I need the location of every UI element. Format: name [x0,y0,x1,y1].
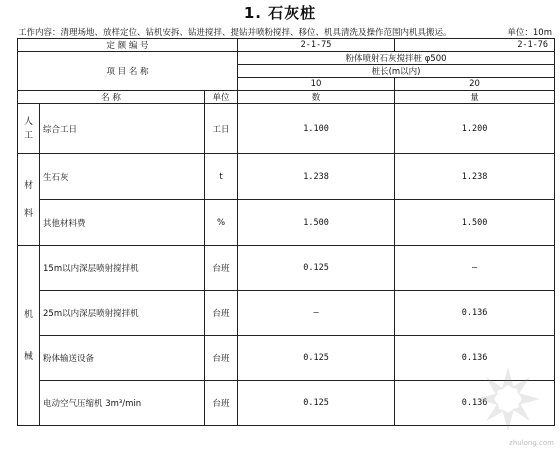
row-unit: 台班 [205,291,238,336]
row-value-1: 0.125 [238,246,395,291]
table-row [18,200,555,246]
pile-length-2: 20 [395,78,555,91]
row-value-1: 1.500 [238,200,395,246]
table-row [18,104,555,154]
page-title: 1. 石灰桩 [243,4,317,22]
category-machine-char-2: 械 [23,351,33,362]
quantity-column-header-1: 数 [238,91,395,104]
row-name: 25m以内深层喷射搅拌机 [40,291,205,336]
unit-label: 单位： [507,28,533,38]
category-material-char-2: 料 [23,208,33,219]
category-machine [18,246,40,426]
pile-length-1: 10 [238,78,395,91]
work-content-line [18,26,558,38]
category-machine-char-1: 机 [23,309,33,320]
header-row-item-name [18,52,555,65]
row-value-1: 0.125 [238,336,395,381]
watermark-logo-icon [468,359,548,439]
row-value-2: 1.500 [395,200,555,246]
item-name-value: 粉体喷射石灰搅拌桩 φ500 [238,52,555,65]
category-material [18,154,40,246]
category-material-char-1: 材 [23,180,33,191]
row-value-2: 0.136 [395,381,555,426]
row-name: 粉体输送设备 [40,336,205,381]
name-column-header: 名 称 [18,91,205,104]
table-row [18,154,555,200]
unit-info [507,26,552,38]
quota-code-1: 2-1-75 [238,39,395,52]
category-labor [18,104,40,154]
unit-column-header: 单位 [205,91,238,104]
row-value-1: — [238,291,395,336]
table-row [18,291,555,336]
category-labor-char-1: 人 [23,116,33,127]
unit-value: 10m [532,28,552,38]
item-name-label: 项 目 名 称 [18,52,238,91]
quota-code-label: 定 额 编 号 [18,39,238,52]
row-unit: 台班 [205,336,238,381]
category-labor-char-2: 工 [23,130,33,141]
row-name: 综合工日 [40,104,205,154]
work-content-text: 清理场地、放样定位、钻机安拆、钻进搅拌、提钻并喷粉搅拌、移位、机具清洗及操作范围内机具搬运。 [60,28,452,38]
row-name: 其他材料费 [40,200,205,246]
row-unit: 台班 [205,246,238,291]
quantity-column-header-2: 量 [395,91,555,104]
row-name: 15m以内深层喷射搅拌机 [40,246,205,291]
row-value-1: 1.100 [238,104,395,154]
row-value-2: — [395,246,555,291]
row-value-2: 1.238 [395,154,555,200]
watermark-text: zhulong.com [509,439,554,447]
row-unit: 台班 [205,381,238,426]
quota-code-2: 2-1-76 [395,39,555,52]
row-name: 生石灰 [40,154,205,200]
header-row-columns [18,91,555,104]
row-unit: % [205,200,238,246]
header-row-quota-code [18,39,555,52]
row-name: 电动空气压缩机 3m³/min [40,381,205,426]
work-content-label: 工作内容： [18,28,61,38]
row-value-1: 1.238 [238,154,395,200]
table-row [18,246,555,291]
row-value-2: 0.136 [395,336,555,381]
row-unit: 工日 [205,104,238,154]
pile-length-label: 桩长(m以内) [238,65,555,78]
row-value-2: 0.136 [395,291,555,336]
row-value-2: 1.200 [395,104,555,154]
row-value-1: 0.125 [238,381,395,426]
row-unit: t [205,154,238,200]
